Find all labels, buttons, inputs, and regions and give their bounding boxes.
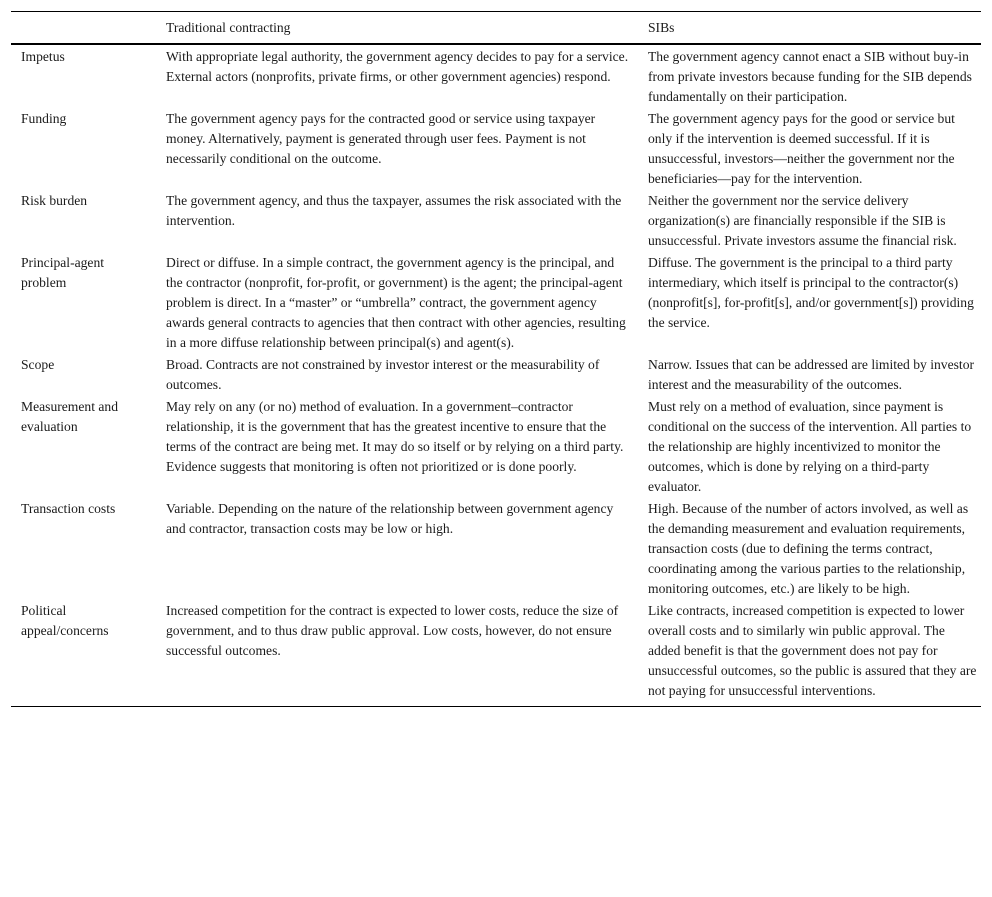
row-label: Measurement and evaluation: [21, 399, 119, 434]
traditional-cell: May rely on any (or no) method of evaluation. In a government–contractor relationship, it is the government that has the greatest incentive to ensure that the terms of the contract are being met. It may do so itself or by relying on a third party. Evidence suggests that monitoring is often not prioritized or is done poorly.: [166, 399, 624, 474]
traditional-cell: The government agency, and thus the taxpayer, assumes the risk associated with the intervention.: [166, 193, 622, 228]
table-row: [11, 600, 981, 707]
sibs-cell: Narrow. Issues that can be addressed are limited by investor interest and the measurability of the outcomes.: [648, 357, 975, 392]
header-empty: [11, 12, 156, 45]
row-label: Scope: [21, 357, 55, 372]
traditional-cell: Increased competition for the contract is expected to lower costs, reduce the size of government, and to thus draw public approval. Low costs, however, do not ensure successful outcomes.: [166, 603, 619, 658]
table-row: [11, 108, 981, 190]
traditional-cell: The government agency pays for the contracted good or service using taxpayer money. Alternatively, payment is generated through user fees. Payment is not necessarily conditional on the outcome.: [166, 111, 596, 166]
row-label: Principal-agent problem: [21, 255, 105, 290]
row-label: Risk burden: [21, 193, 88, 208]
table-row: [11, 190, 981, 252]
comparison-table-container: [11, 11, 981, 707]
header-traditional-contracting: Traditional contracting: [166, 20, 291, 35]
row-label: Political appeal/concerns: [21, 603, 109, 638]
row-label: Funding: [21, 111, 67, 126]
sibs-cell: Neither the government nor the service delivery organization(s) are financially responsible if the SIB is unsuccessful. Private investors assume the financial risk.: [648, 193, 957, 248]
header-sibs: SIBs: [648, 20, 675, 35]
sibs-cell: Diffuse. The government is the principal to a third party intermediary, which itself is principal to the contractor(s) (nonprofit[s], for-profit[s], and/or government[s]) providing the service.: [648, 255, 974, 330]
traditional-cell: With appropriate legal authority, the government agency decides to pay for a service. External actors (nonprofits, private firms, or other government agencies) respond.: [166, 49, 629, 84]
traditional-cell: Variable. Depending on the nature of the relationship between government agency and contractor, transaction costs may be low or high.: [166, 501, 614, 536]
sibs-cell: The government agency pays for the good or service but only if the intervention is deemed successful. If it is unsuccessful, investors—neither the government nor the beneficiaries—pay for the intervention.: [648, 111, 955, 186]
header-row: [11, 12, 981, 45]
table-row: [11, 396, 981, 498]
traditional-cell: Direct or diffuse. In a simple contract, the government agency is the principal, and the contractor (nonprofit, for-profit, or government) is the agent; the principal-agent problem is direct. In a “master” or “umbrella” contract, the government agency awards general contracts to agencies that then contract with other agencies, resulting in a more diffuse relationship between principal(s) and agent(s).: [166, 255, 626, 350]
table-row: [11, 354, 981, 396]
sibs-cell: High. Because of the number of actors involved, as well as the demanding measurement and evaluation requirements, transaction costs (due to defining the terms contract, coordinating among the various parties to the relationship, monitoring outcomes, etc.) are likely to be high.: [648, 501, 969, 596]
sibs-cell: The government agency cannot enact a SIB without buy-in from private investors because funding for the SIB depends fundamentally on their participation.: [648, 49, 972, 104]
sibs-cell: Like contracts, increased competition is expected to lower overall costs and to similarly win public approval. The added benefit is that the government does not pay for unsuccessful outcomes, so the public is assured that they are not paying for unsuccessful interventions.: [648, 603, 977, 698]
table-header: [11, 12, 981, 45]
traditional-cell: Broad. Contracts are not constrained by investor interest or the measurability of outcomes.: [166, 357, 600, 392]
row-label: Impetus: [21, 49, 65, 64]
comparison-table: [11, 11, 981, 707]
row-label: Transaction costs: [21, 501, 116, 516]
table-body: [11, 44, 981, 707]
sibs-cell: Must rely on a method of evaluation, since payment is conditional on the success of the intervention. All parties to the relationship are highly incentivized to monitor the outcomes, which is done by relying on a third-party evaluator.: [648, 399, 972, 494]
table-row: [11, 498, 981, 600]
table-row: [11, 252, 981, 354]
table-row: [11, 44, 981, 108]
